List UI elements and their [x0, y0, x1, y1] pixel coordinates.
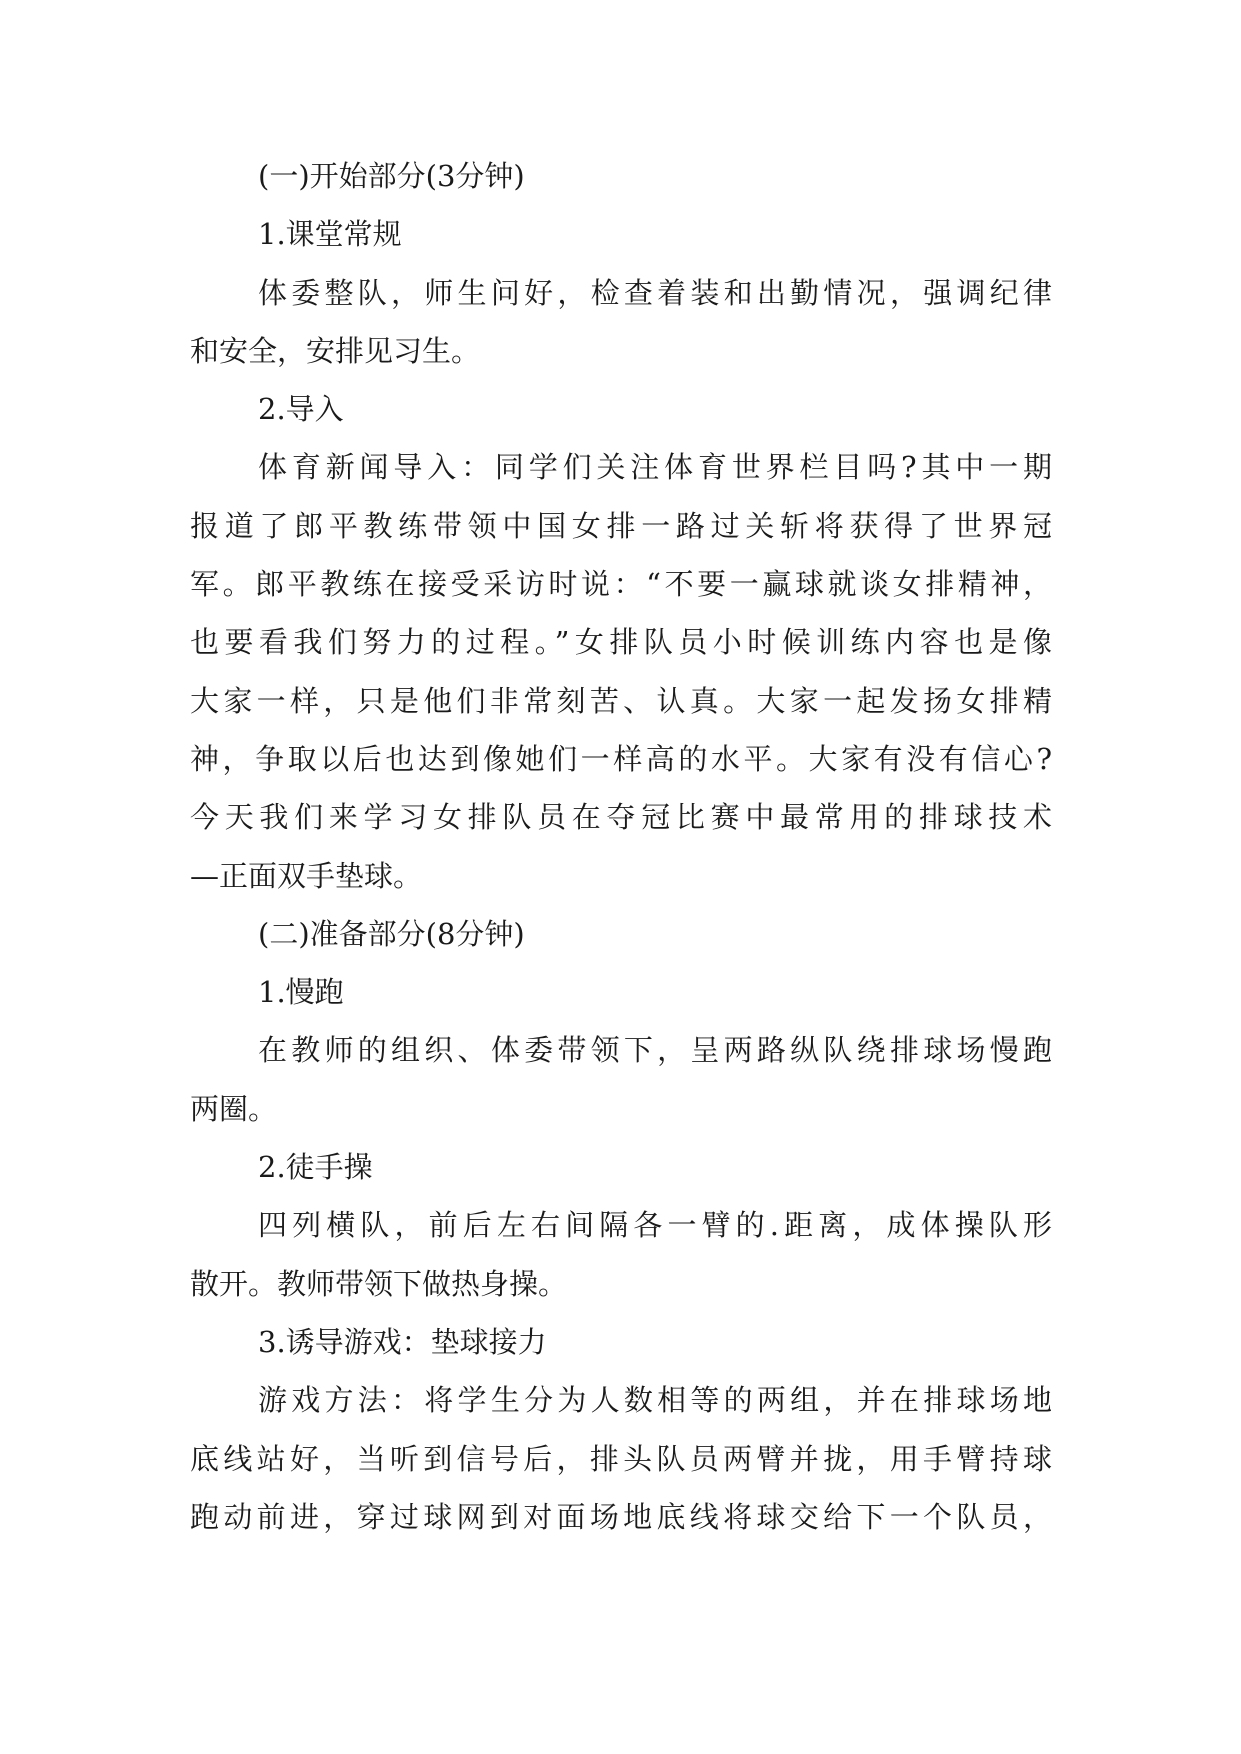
paragraph-line: 大家一样，只是他们非常刻苦、认真。大家一起发扬女排精 — [190, 683, 1052, 718]
paragraph-line: 散开。教师带领下做热身操。 — [190, 1266, 568, 1301]
paragraph-line: —正面双手垫球。 — [190, 858, 423, 893]
section-heading-preparation: (二)准备部分(8分钟) — [258, 916, 525, 951]
paragraph-line: 游戏方法：将学生分为人数相等的两组，并在排球场地 — [258, 1383, 1052, 1418]
paragraph-line: 体育新闻导入：同学们关注体育世界栏目吗?其中一期 — [258, 450, 1052, 485]
paragraph-line: 两圈。 — [190, 1091, 278, 1126]
document-page — [190, 147, 1052, 1546]
paragraph-line: 神，争取以后也达到像她们一样高的水平。大家有没有信心? — [190, 741, 1052, 776]
paragraph-line: 在教师的组织、体委带领下，呈两路纵队绕排球场慢跑 — [258, 1033, 1052, 1068]
paragraph-line: 跑动前进，穿过球网到对面场地底线将球交给下一个队员， — [190, 1499, 1052, 1534]
paragraph-line: 四列横队，前后左右间隔各一臂的.距离，成体操队形 — [258, 1208, 1052, 1243]
paragraph-line: 体委整队，师生问好，检查着装和出勤情况，强调纪律 — [258, 275, 1052, 310]
paragraph-line: 也要看我们努力的过程。”女排队员小时候训练内容也是像 — [190, 625, 1052, 660]
paragraph-line: 军。郎平教练在接受采访时说：“不要一赢球就谈女排精神， — [190, 567, 1052, 602]
paragraph-line: 和安全，安排见习生。 — [190, 333, 481, 368]
subheading-jogging: 1.慢跑 — [258, 975, 344, 1010]
paragraph-line: 报道了郎平教练带领中国女排一路过关斩将获得了世界冠 — [190, 508, 1052, 543]
subheading-introduction: 2.导入 — [258, 392, 344, 427]
paragraph-line: 底线站好，当听到信号后，排头队员两臂并拢，用手臂持球 — [190, 1441, 1052, 1476]
section-heading-start: (一)开始部分(3分钟) — [258, 159, 525, 193]
subheading-class-routine: 1.课堂常规 — [258, 217, 402, 252]
subheading-relay-game: 3.诱导游戏：垫球接力 — [258, 1324, 547, 1359]
subheading-freehand-exercise: 2.徒手操 — [258, 1150, 373, 1185]
paragraph-line: 今天我们来学习女排队员在夺冠比赛中最常用的排球技术 — [190, 800, 1052, 835]
